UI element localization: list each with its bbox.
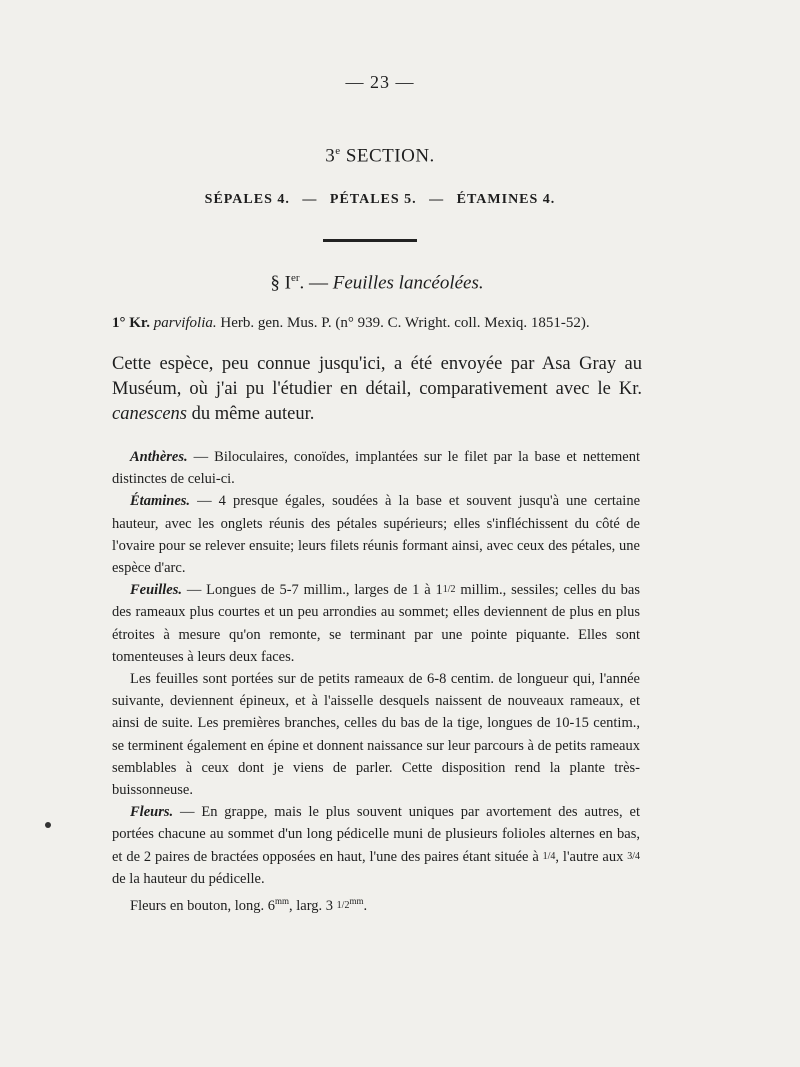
fraction-fleurs-1: 1/4 [542, 850, 556, 862]
paragraph-antheres [112, 446, 640, 490]
sup-bouton-2: mm [349, 896, 364, 907]
text-fleurs-a: — En grappe, mais le plus souvent uniques par avortement des autres, et portées chacune au sommet d'un long pédicelle muni de plusieurs folioles alternes en bas, et de 2 paires de bractées opposées en haut, l'une des paires étant située à [112, 804, 640, 865]
sup-bouton-1: mm [275, 896, 290, 907]
text-feuilles-b: millim., sessiles; celles du bas des rameaux plus courtes et un peu arrondies au sommet; elles deviennent de plus en plus étroites à mesure qu'on remonte, se terminant par une pointe piquante. Elles sont tomenteuses à leurs deux faces. [112, 582, 641, 665]
fraction-fleurs-2: 3/4 [627, 850, 640, 862]
text-rameaux: Les feuilles sont portées sur de petits rameaux de 6-8 centim. de longueur qui, l'année suivante, deviennent épineux, et à l'aisselle desquels naissent de nouveaux rameaux, et ainsi de suite. Les premières branches, celles du bas de la tige, longues de 10-15 centim., se terminent également en épine et donnent naissance sur leur parcours à de petits rameaux semblables à ceux dont je viens de parler. Cette disposition rend la plante très-buissonneuse. [112, 671, 640, 799]
formula-petales: PÉTALES 5. [329, 192, 417, 207]
margin-dot [45, 822, 51, 828]
label-feuilles: Feuilles. [130, 582, 182, 599]
fraction-bouton: 1/2 [336, 899, 350, 911]
text-bouton-b: , larg. 3 [289, 897, 334, 914]
floral-formula [0, 192, 760, 208]
text-feuilles-a: — Longues de 5-7 millim., larges de 1 à 1 [186, 582, 443, 599]
text-etamines: — 4 presque égales, soudées à la base et souvent jusqu'à une certaine hauteur, avec les onglets réunis des pétales supérieurs; elles s'infléchissent du côté de l'ovaire pour se relever ensuite; leurs filets réunis formant ainsi, avec ceux des pétales, une espèce d'arc. [112, 493, 641, 577]
label-antheres: Anthères. [130, 449, 188, 465]
species-number: 1° Kr. [112, 315, 150, 331]
fraction-feuilles: 1/2 [442, 584, 456, 596]
subsection-sup: er [290, 272, 300, 284]
section-number-suffix: e [335, 145, 341, 157]
formula-dash-1: — [302, 192, 318, 207]
formula-sepales: SÉPALES 4. [204, 192, 290, 207]
species-entry [112, 315, 642, 332]
text-fleurs-b: , l'autre aux [555, 848, 624, 865]
text-bouton-a: Fleurs en bouton, long. 6 [130, 897, 275, 914]
paragraph-rameaux [112, 668, 640, 801]
label-etamines: Étamines. [130, 493, 191, 510]
intro-text-2: du même auteur. [191, 404, 315, 424]
intro-text-1: Cette espèce, peu connue jusqu'ici, a été envoyée par Asa Gray au Muséum, où j'ai pu l'étudier en détail, comparativement avec le Kr. [112, 354, 642, 399]
species-reference: Herb. gen. Mus. P. (n° 939. C. Wright. coll. Mexiq. 1851-52). [220, 315, 590, 331]
section-word: SECTION. [345, 145, 435, 167]
text-fleurs-c: de la hauteur du pédicelle. [112, 870, 265, 887]
subsection-heading [0, 272, 754, 294]
intro-species-italic: canescens [112, 404, 187, 424]
text-antheres: — Biloculaires, conoïdes, implantées sur le filet par la base et nettement distinctes de celui-ci. [112, 449, 641, 488]
divider-rule [323, 239, 417, 242]
subsection-dash: . — [299, 272, 328, 294]
label-fleurs: Fleurs. [130, 804, 174, 821]
paragraph-etamines [112, 490, 640, 579]
formula-dash-2: — [429, 192, 445, 207]
subsection-title: Feuilles lancéolées. [332, 272, 484, 294]
species-name: parvifolia. [153, 315, 217, 331]
subsection-mark: § I [270, 272, 291, 294]
text-bouton-c: . [363, 897, 368, 914]
intro-paragraph [112, 352, 642, 427]
paragraph-feuilles [112, 579, 640, 668]
paragraph-fleurs [112, 801, 640, 890]
section-title [0, 145, 760, 167]
paragraph-bouton [112, 890, 640, 917]
section-number: 3 [325, 145, 336, 167]
description-body [112, 446, 640, 917]
page-number: — 23 — [345, 72, 415, 92]
formula-etamines: ÉTAMINES 4. [456, 192, 556, 207]
